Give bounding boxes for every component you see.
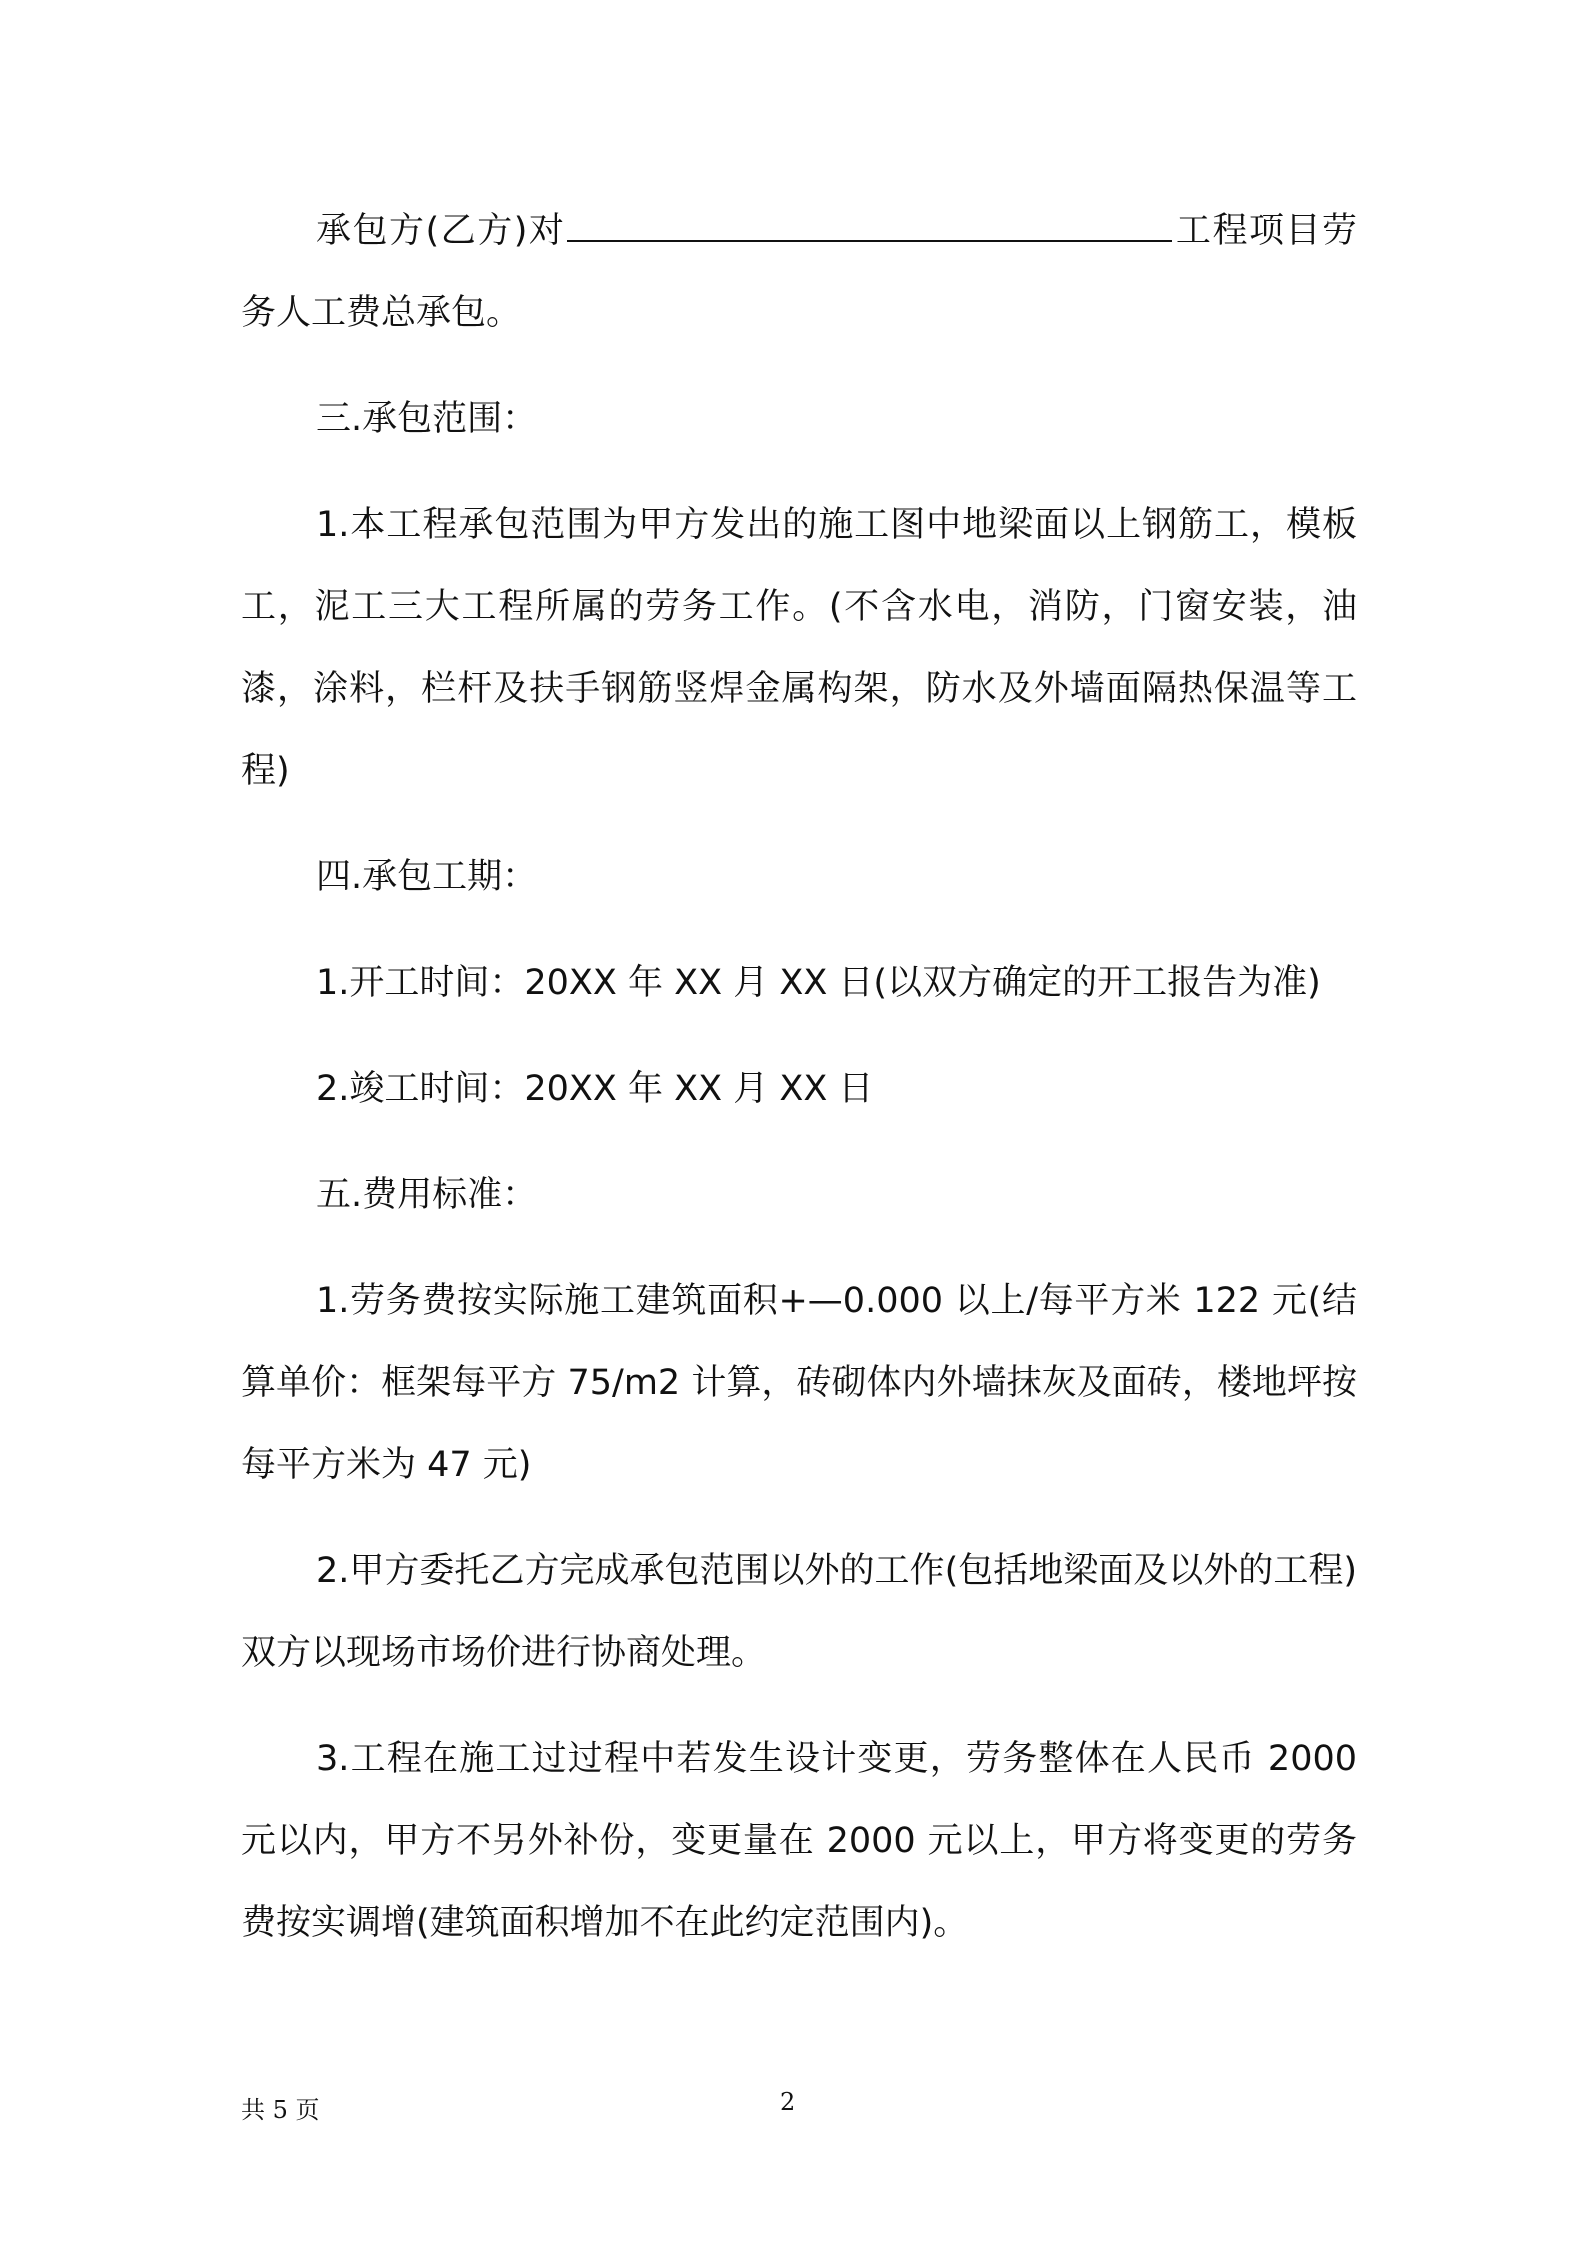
footer-total-pages: 共 5 页 <box>241 2096 320 2124</box>
heading-section-3: 三.承包范围： <box>316 399 538 439</box>
paragraph-fee-2: 2.甲方委托乙方完成承包范围以外的工作(包括地梁面及以外的工程)双方以现场市场价进行协商处理。 <box>241 1551 1357 1673</box>
paragraph-fee-1: 1.劳务费按实际施工建筑面积+—0.000 以上/每平方米 122 元(结算单价：框架每平方 75/m2 计算，砖砌体内外墙抹灰及面砖，楼地坪按每平方米为 47 元) <box>241 1281 1357 1485</box>
document-body <box>241 190 1357 1988</box>
paragraph-fee-3: 3.工程在施工过过程中若发生设计变更，劳务整体在人民币 2000 元以内，甲方不另外补份，变更量在 2000 元以上，甲方将变更的劳务费按实调增(建筑面积增加不在此约定范围内)。 <box>241 1739 1357 1943</box>
fill-in-blank-project-name <box>567 202 1172 242</box>
paragraph-text: 工程项目劳务人工费总承包。 <box>241 211 1357 333</box>
paragraph-contractor-scope <box>241 190 1357 354</box>
heading-section-5: 五.费用标准： <box>316 1175 538 1215</box>
heading-section-4: 四.承包工期： <box>316 857 538 897</box>
paragraph-completion-date: 2.竣工时间：20XX 年 XX 月 XX 日 <box>316 1069 874 1109</box>
paragraph-text: 承包方(乙方)对 <box>316 211 566 251</box>
paragraph-start-date: 1.开工时间：20XX 年 XX 月 XX 日(以双方确定的开工报告为准) <box>316 963 1321 1003</box>
footer-page-number: 2 <box>780 2088 796 2116</box>
paragraph-scope-1: 1.本工程承包范围为甲方发出的施工图中地梁面以上钢筋工，模板工，泥工三大工程所属的劳务工作。(不含水电，消防，门窗安装，油漆，涂料，栏杆及扶手钢筋竖焊金属构架，防水及外墙面隔热保温等工程) <box>241 505 1357 791</box>
